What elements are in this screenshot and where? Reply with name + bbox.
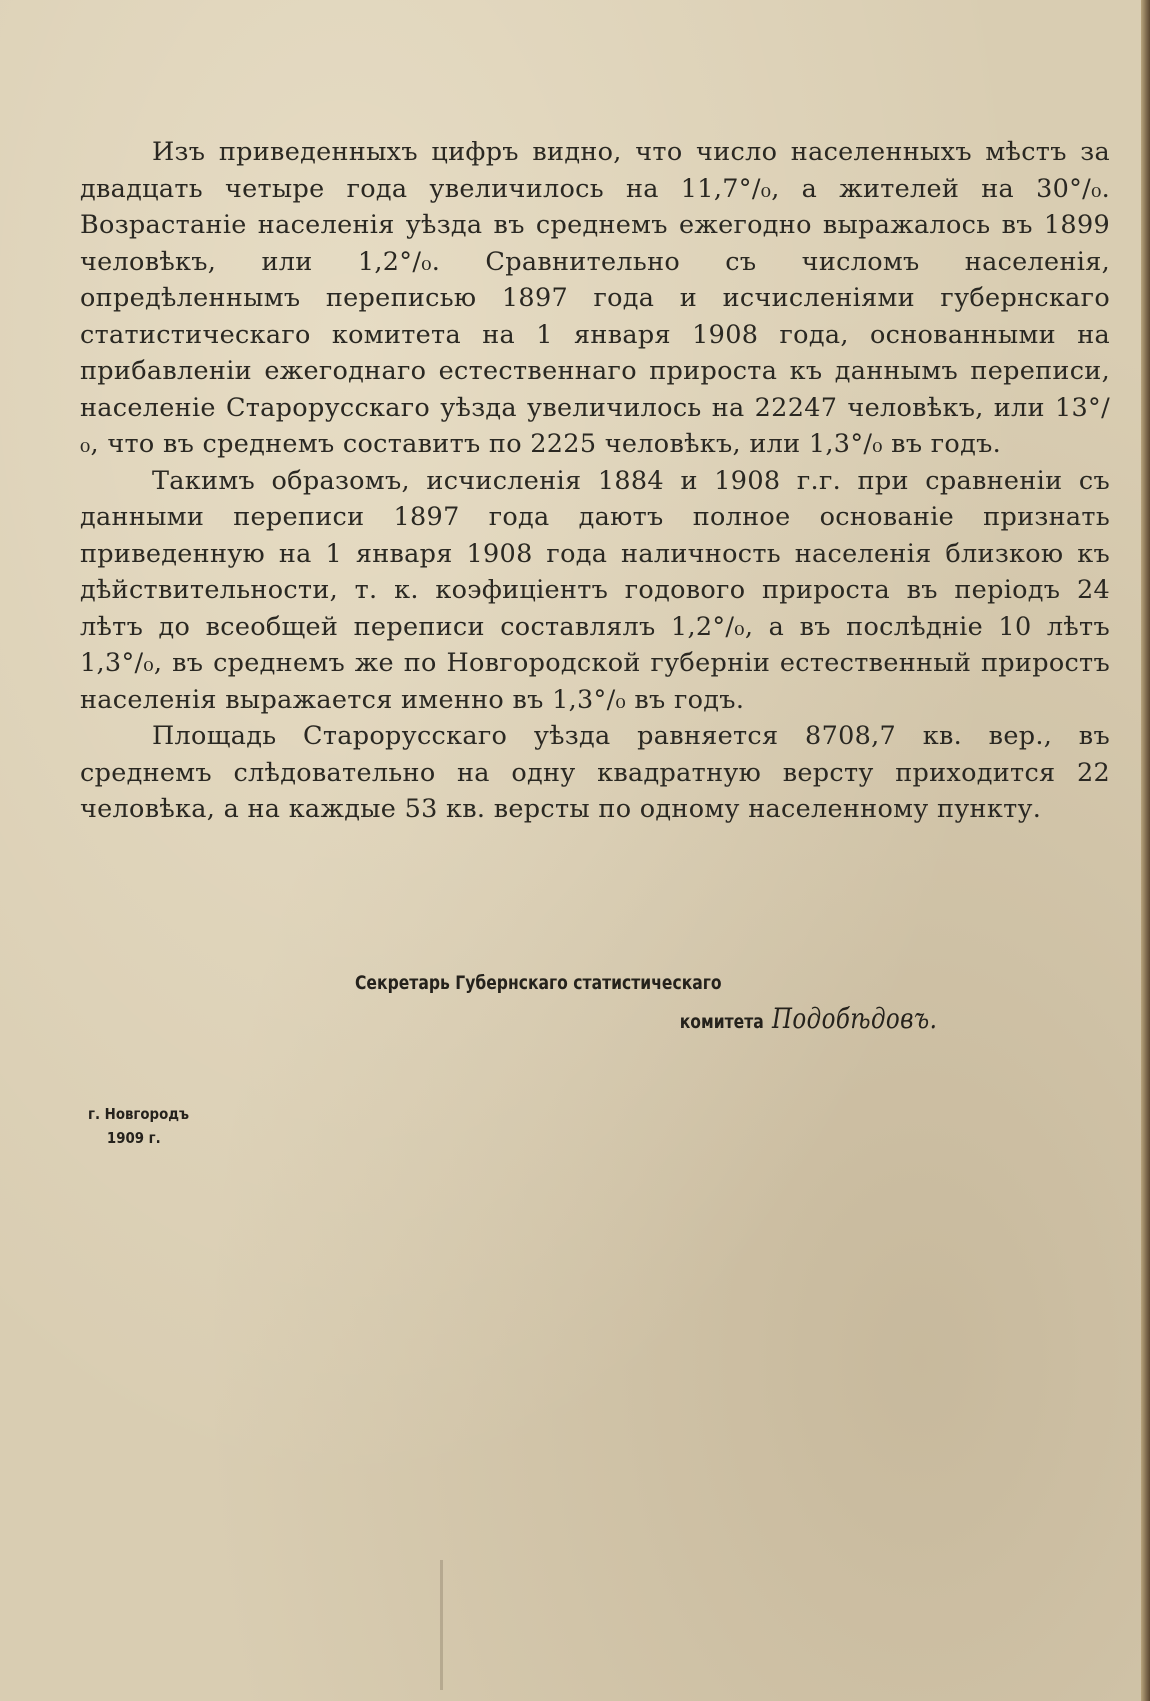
signature-committee: комитета: [679, 1011, 764, 1033]
paragraph-3: Площадь Старорусскаго уѣзда равняется 8708,7 кв. вер., въ среднемъ слѣдовательно на одну квадратную версту приходится 22 человѣка, а на каждые 53 кв. версты по одному населенному пункту.: [80, 721, 1110, 824]
signature-title-line1: Секретарь Губернскаго статистическаго: [355, 972, 722, 994]
paragraph-1: Изъ приведенныхъ цифръ видно, что число населенныхъ мѣстъ за двадцать четыре года увеличилось на 11,7°/₀, а жителей на 30°/₀. Возрастаніе населенія уѣзда въ среднемъ ежегодно выражалось въ 1899 человѣкъ, или 1,2°/₀. Сравнительно съ числомъ населенія, опредѣленнымъ переписью 1897 года и исчисленіями губернскаго статистическаго комитета на 1 января 1908 года, основанными на прибавленіи ежегоднаго естественнаго прироста къ даннымъ переписи, населеніе Старорусскаго уѣзда увеличилось на 22247 человѣкъ, или 13°/₀, что въ среднемъ составитъ по 2225 человѣкъ, или 1,3°/₀ въ годъ.: [80, 137, 1110, 459]
signature-title-line2: [355, 1001, 937, 1040]
signature-block: [355, 965, 937, 1040]
place-date: [88, 1102, 189, 1150]
signature-name: Подобѣдовъ.: [771, 1002, 938, 1035]
body-text: [80, 134, 1110, 828]
show-through-mark: [440, 1560, 443, 1690]
place-name: г. Новгородъ: [88, 1105, 190, 1123]
year: 1909 г.: [106, 1129, 161, 1147]
paragraph-2: Такимъ образомъ, исчисленія 1884 и 1908 г.г. при сравненіи съ данными переписи 1897 года даютъ полное основаніе признать приведенную на 1 января 1908 года наличность населенія близкою къ дѣйствительности, т. к. коэфиціентъ годового прироста въ періодъ 24 лѣтъ до всеобщей переписи составлялъ 1,2°/₀, а въ послѣдніе 10 лѣтъ 1,3°/₀, въ среднемъ же по Новгородской губерніи естественный приростъ населенія выражается именно въ 1,3°/₀ въ годъ.: [80, 465, 1110, 715]
